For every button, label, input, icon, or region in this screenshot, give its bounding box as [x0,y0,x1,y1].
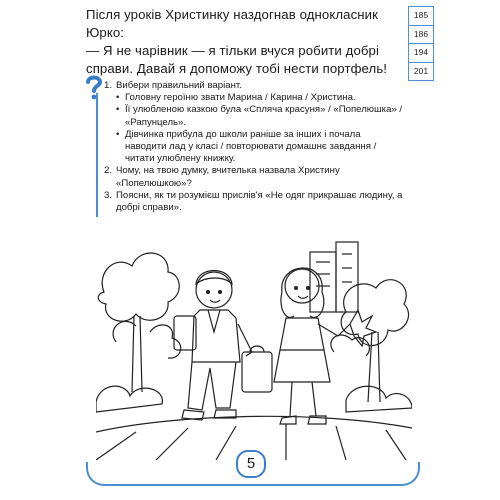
answer-option-line: • Дівчинка прибула до школи раніше за інших і почала наводити лад у класі / повторювати домашнє завдання / читати улюблену книжку. [116,129,404,166]
girl-figure [274,268,376,424]
word-count-cell: 194 [408,43,434,62]
question-text: Вибери правильний варіант. [116,80,242,91]
page-number-badge [228,448,272,480]
question-number: 3. [104,189,113,201]
word-count-cell: 185 [408,6,434,25]
answer-option-line: • Її улюбленою казкою була «Сплячa красуня» / «Попелюшка» / «Рапунцель». [116,104,404,128]
question-2 [104,165,404,189]
story-text [86,6,404,78]
story-line: Після уроків Христинку наздогнав однокласник [86,7,379,22]
question-number: 2. [104,165,113,177]
question-number: 1. [104,80,113,91]
questions-side-bar [96,93,98,217]
story-line: справи. Давай я допоможу тобі нести портфель! [86,61,388,76]
question-mark-icon [84,74,104,100]
word-count-column [408,6,434,81]
page-number: 5 [236,450,266,478]
question-text: Чому, на твою думку, вчителька назвала Христину «Попелюшкою»? [116,165,340,189]
question-1 [104,80,404,165]
word-count-cell: 186 [408,25,434,44]
left-trees [98,253,180,392]
story-line: Юрко: [86,25,125,40]
boy-figure [174,271,272,421]
bushes [96,386,412,412]
right-trees [331,280,409,402]
story-line: — Я не чарівник — я тільки вчуся робити добрі [86,43,380,58]
question-3 [104,190,404,214]
word-count-cell: 201 [408,62,434,82]
answer-option-line: • Головну героїню звати Марина / Карина / Христина. [116,92,404,104]
questions-block [104,80,404,214]
coloring-illustration [96,232,412,460]
buildings [310,242,358,312]
question-text: Поясни, як ти розумієш прислів'я «Не одяг прикрашає людину, а добрі справи». [116,189,403,214]
pavement-edge [96,416,412,432]
